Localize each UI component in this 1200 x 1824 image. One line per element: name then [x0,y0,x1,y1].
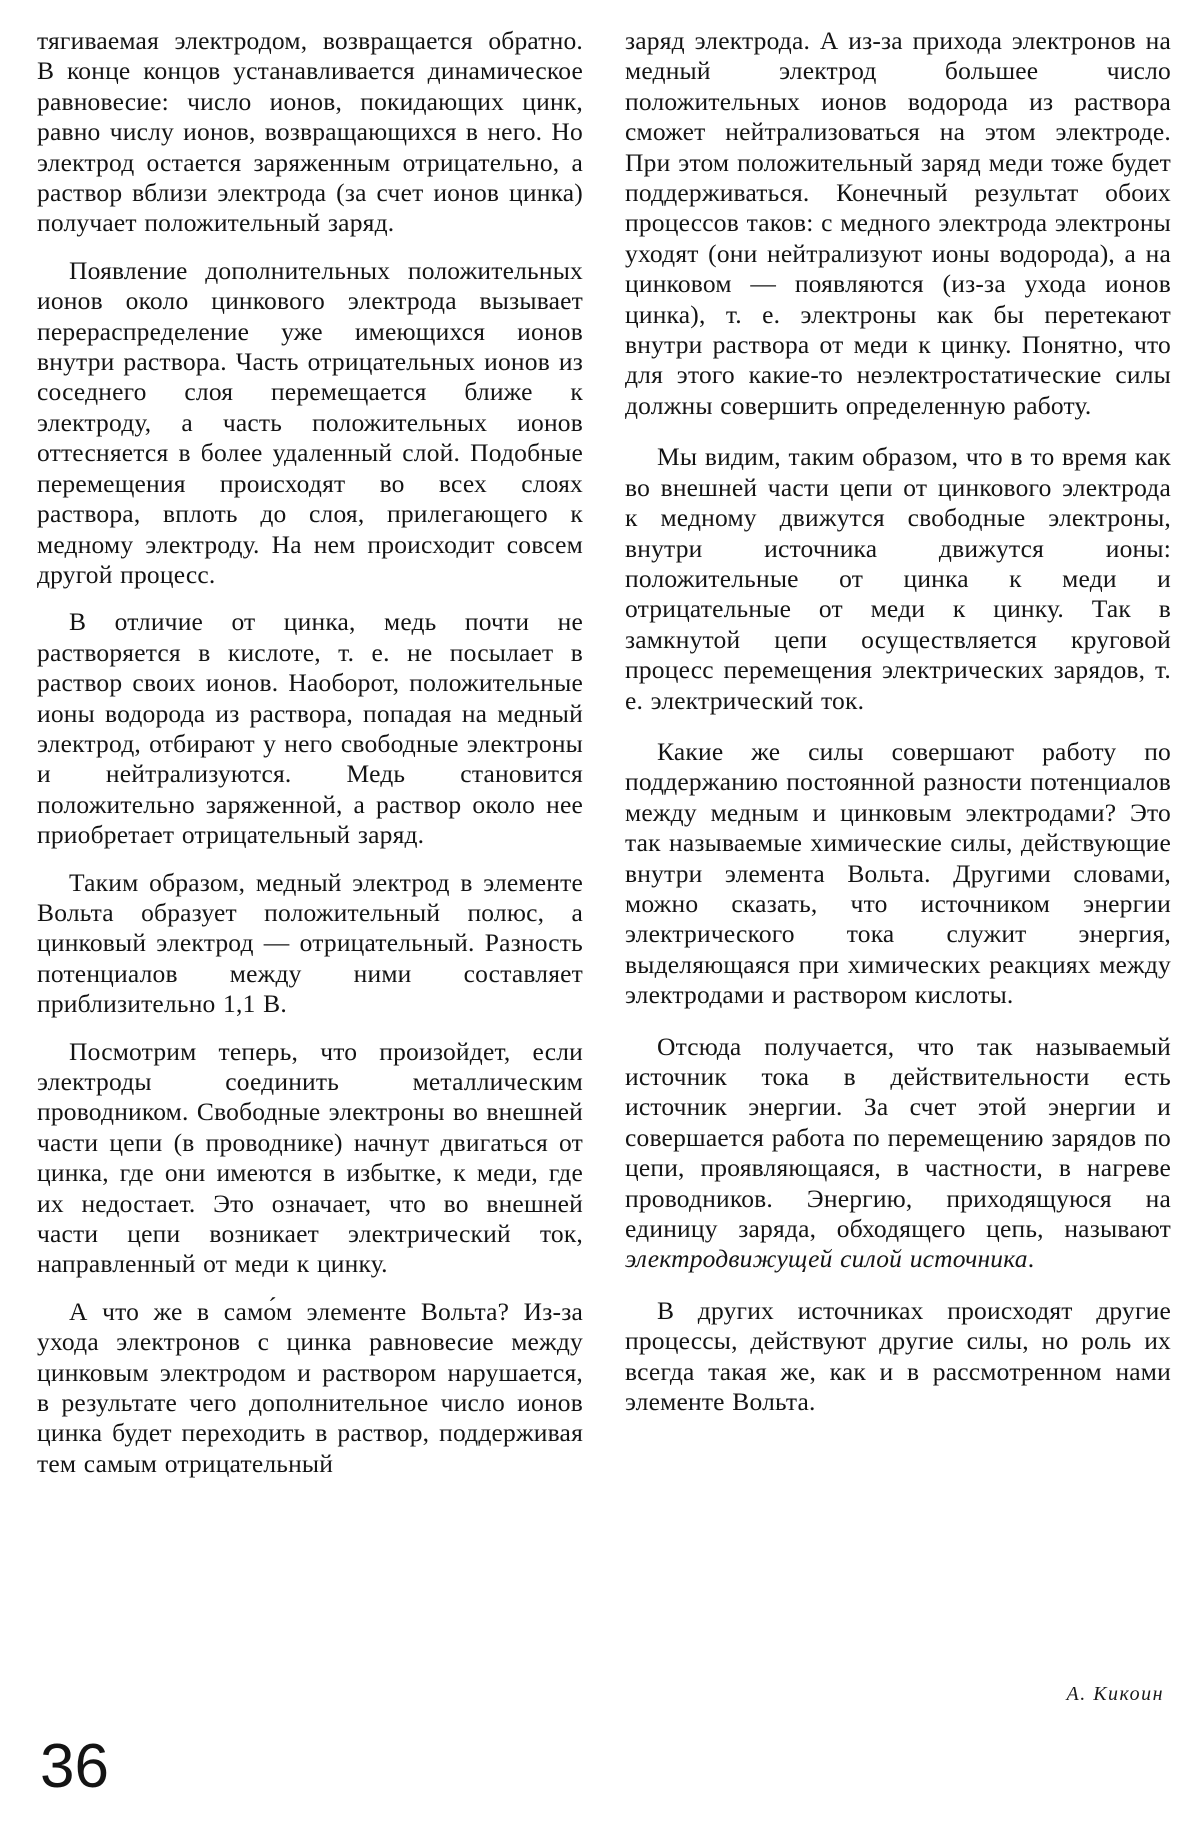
paragraph: Какие же силы совершают работу по поддержанию постоянной разности потенциалов между медным и цинковым электродами? Это так называемые химические силы, действующие внутри элемента Вольта. Другими словами, можно сказать, что источником энергии электрического тока служит энергия, выделяющаяся при химических реакциях между электродами и раствором кислоты. [625,736,1171,1010]
page-number: 36 [40,1732,109,1801]
paragraph: Появление дополнительных положительных ионов около цинкового электрода вызывает перераспределение уже имеющихся ионов внутри раствора. Часть отрицательных ионов из соседнего слоя перемещается ближе к электроду, а часть положительных ионов оттесняется в более удаленный слой. Подобные перемещения происходят во всех слоях раствора, вплоть до слоя, прилегающего к медному электроду. На нем происходит совсем другой процесс. [37,255,583,589]
paragraph: А что же в само́м элементе Вольта? Из-за ухода электронов с цинка равновесие между цинковым электродом и раствором нарушается, в результате чего дополнительное число ионов цинка будет переходить в раствор, поддерживая тем самым отрицательный [37,1296,583,1478]
paragraph: Мы видим, таким образом, что в то время как во внешней части цепи от цинкового электрода к медному движутся свободные электроны, внутри источника движутся ионы: положительные от цинка к меди и отрицательные от меди к цинку. Так в замкнутой цепи осуществляется круговой процесс перемещения электрических зарядов, т. е. электрический ток. [625,442,1171,715]
emphasized-term: электродвижущей силой источника [625,1244,1028,1274]
paragraph [625,1032,1171,1275]
paragraph: тягиваемая электродом, возвращается обратно. В конце концов устанавливается динамическое равновесие: число ионов, покидающих цинк, равно числу ионов, возвращающихся в него. Но электрод остается заряженным отрицательно, а раствор вблизи электрода (за счет ионов цинка) получает положительный заряд. [37,26,583,238]
right-column [625,26,1171,1438]
paragraph: В отличие от цинка, медь почти не растворяется в кислоте, т. е. не посылает в раствор своих ионов. Наоборот, положительные ионы водорода из раствора, попадая на медный электрод, отбирают у него свободные электроны и нейтрализуются. Медь становится положительно заряженной, а раствор около нее приобретает отрицательный заряд. [37,607,583,850]
paragraph-end: . [1027,1244,1035,1274]
left-column [37,26,583,1496]
paragraph: В других источниках происходят другие процессы, действуют другие силы, но роль их всегда такая же, как и в рассмотренном нами элементе Вольта. [625,1295,1171,1417]
paragraph: заряд электрода. А из-за прихода электронов на медный электрод большее число положительных ионов водорода из раствора сможет нейтрализоваться на этом электроде. При этом положительный заряд меди тоже будет поддерживаться. Конечный результат обоих процессов таков: с медного электрода электроны уходят (они нейтрализуют ионы водорода), а на цинковом — появляются (из-за ухода ионов цинка), т. е. электроны как бы перетекают внутри раствора от меди к цинку. Понятно, что для этого какие-то неэлектростатические силы должны совершить определенную работу. [625,26,1171,420]
paragraph-text: Отсюда получается, что так называемый источник тока в действительности есть источник энергии. За счет этой энергии и совершается работа по перемещению зарядов по цепи, проявляющаяся, в частности, в нагреве проводников. Энергию, приходящуюся на единицу заряда, обходящего цепь, называют [625,1031,1171,1244]
author-signature: А. Кикоин [1066,1683,1164,1705]
paragraph: Таким образом, медный электрод в элементе Вольта образует положительный полюс, а цинковый электрод — отрицательный. Разность потенциалов между ними составляет приблизительно 1,1 В. [37,867,583,1019]
paragraph: Посмотрим теперь, что произойдет, если электроды соединить металлическим проводником. Свободные электроны во внешней части цепи (в проводнике) начнут двигаться от цинка, где они имеются в избытке, к меди, где их недостает. Это означает, что во внешней части цепи возникает электрический ток, направленный от меди к цинку. [37,1036,583,1279]
